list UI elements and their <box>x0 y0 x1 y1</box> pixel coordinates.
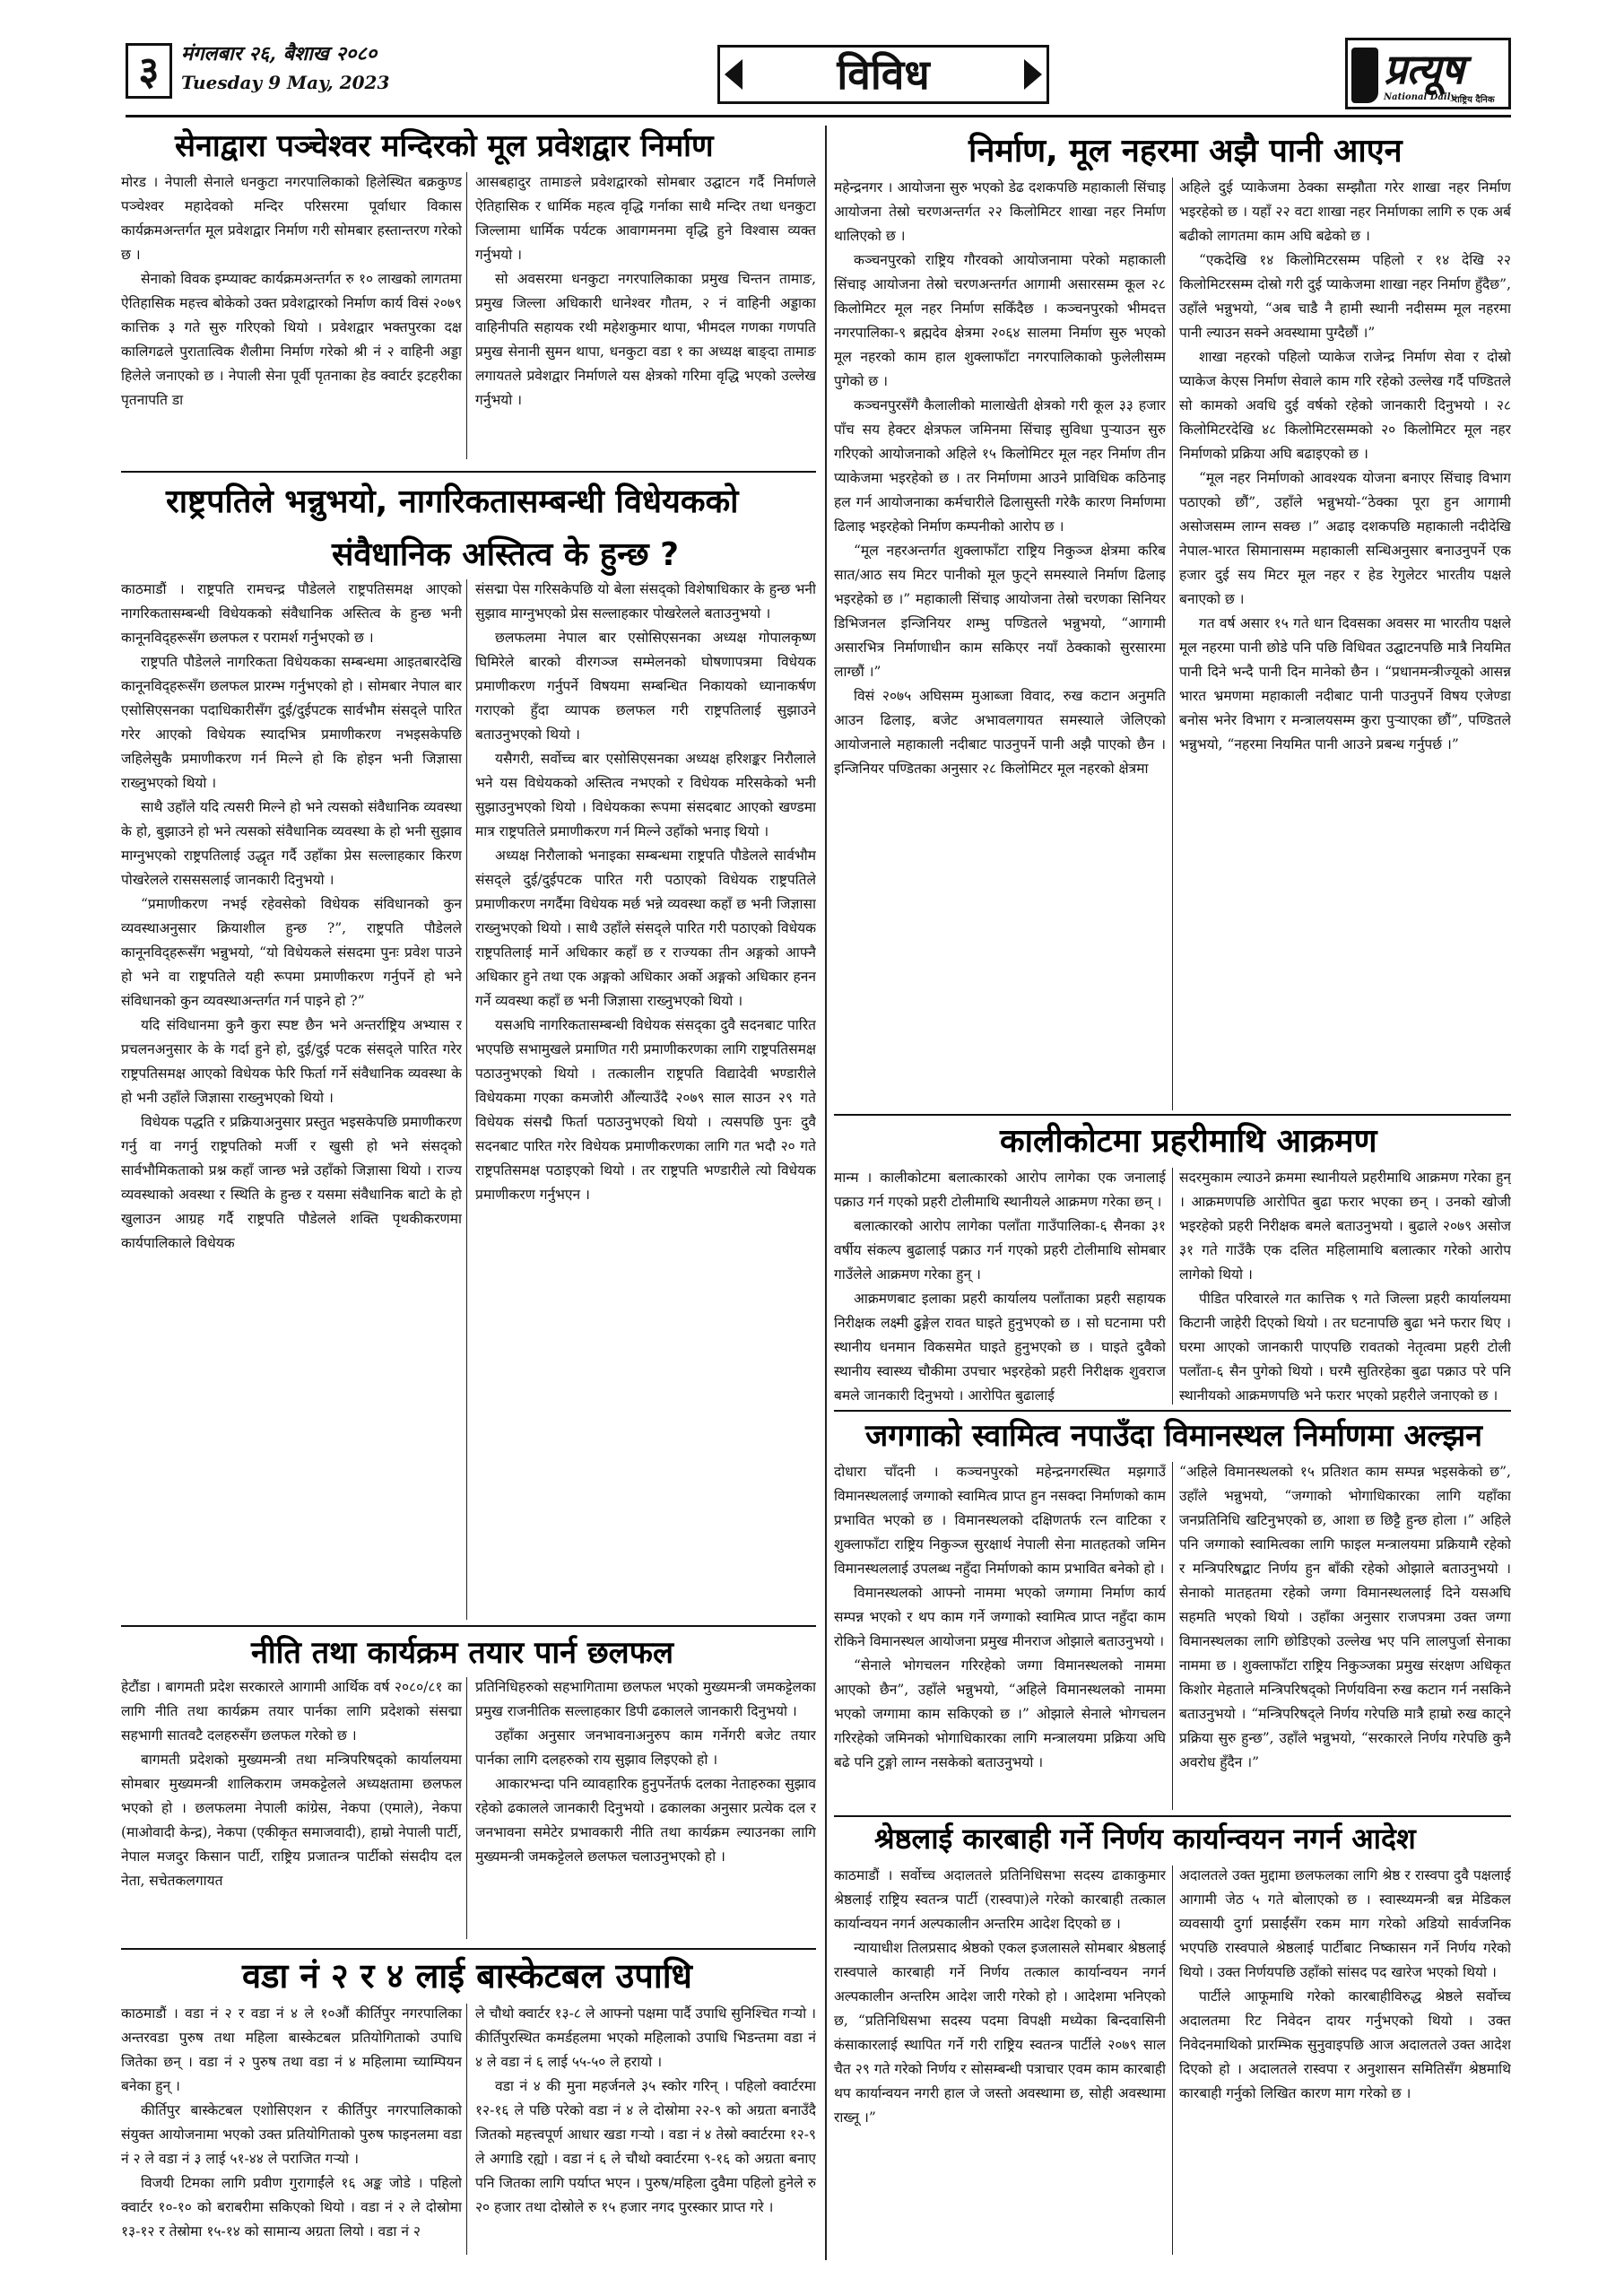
article-column <box>1179 1166 1511 1406</box>
column-divider <box>1172 1168 1173 1405</box>
article-paragraph: आक्रमणबाट इलाका प्रहरी कार्यालय पलाँताका प्रहरी सहायक निरीक्षक लक्ष्मी ढुङ्गेल रावत घाइते हुनुभएको छ । सो घटनामा परी स्थानीय धनमान विकसमेत घाइते हुनुभएको छ । घाइते दुवैको स्थानीय स्वास्थ्य चौकीमा उपचार भइरहेको प्रहरी निरीक्षक शुवराज बमले जानकारी दिनुभयो । आरोपित बुढालाई <box>834 1291 1166 1404</box>
logo-name: प्रत्यूष <box>1384 45 1463 93</box>
article-paragraph: “प्रमाणीकरण नभई रहेवसेको विधेयक संविधानको कुन व्यवस्थाअनुसार क्रियाशील हुन्छ ?”, राष्ट्रपति पौडेलले कानूनविद्हरूसँग भन्नुभयो, “यो विधेयकले संसदमा पुनः प्रवेश पाउने हो भने वा राष्ट्रपतिले यही रूपमा प्रमाणीकरण गर्नुपर्ने हो भने संविधानको कुन व्यवस्थाअन्तर्गत गर्न पाइने हो ?” <box>121 896 462 1009</box>
column-divider <box>1172 178 1173 1110</box>
article-column <box>121 2002 462 2257</box>
column-divider <box>1172 1462 1173 1810</box>
article-paragraph: मोरड । नेपाली सेनाले धनकुटा नगरपालिकाको हिलेस्थित बक्रकुण्ड पञ्चेश्वर महादेवको मन्दिर परिसरमा पूर्वाधार विकास कार्यक्रमअन्तर्गत मूल प्रवेशद्वार निर्माण गरी सोमबार हस्तान्तरण गरेको छ । <box>121 174 462 263</box>
column-divider <box>1172 1866 1173 2255</box>
article-paragraph: विधेयक पद्धति र प्रक्रियाअनुसार प्रस्तुत भइसकेपछि प्रमाणीकरण गर्नु वा नगर्नु राष्ट्रपतिको मर्जी र खुसी हो भने संसद्को सार्वभौमिकताको प्रश्न कहाँ जान्छ भन्ने उहाँको जिज्ञासा थियो । राज्य व्यवस्थाको अवस्था र स्थिति के हुन्छ र यसमा संवैधानिक बाटो के हो खुलाउन आग्रह गर्दै राष्ट्रपति पौडेलले शक्ति पृथकीकरणमा कार्यपालिकाले विधेयक <box>121 1114 462 1251</box>
article-headline: जगगाको स्वामित्व नपाउँदा विमानस्थल निर्माणमा अल्झन <box>865 1418 1483 1454</box>
article-paragraph: ले चौथो क्वार्टर १३-८ ले आफ्नो पक्षमा पार्दै उपाधि सुनिश्चित गऱ्यो । कीर्तिपुरस्थित कमर्डहलमा भएको महिलाको उपाधि भिडन्तमा वडा नं ४ ले वडा नं ६ लाई ५५-५० ले हरायो । <box>475 2005 816 2070</box>
article-paragraph: गत वर्ष असार १५ गते धान दिवसका अवसर मा भारतीय पक्षले मूल नहरमा पानी छोडे पनि पछि विधिवत उद्घाटनपछि मात्रै नियमित पानी दिने भन्दै पानी दिन मानेको छैन । “प्रधानमन्त्रीज्यूको आसन्न भारत भ्रमणमा महाकाली नदीबाट पानी पाउनुपर्ने विषय एजेण्डा बनोस भनेर विभाग र मन्त्रालयसम्म कुरा पुऱ्याएका छौं”, पण्डितले भन्नुभयो, “नहरमा नियमित पानी आउने प्रबन्ध गर्नुपर्छ ।” <box>1179 615 1511 752</box>
article-paragraph: प्रतिनिधिहरुको सहभागितामा छलफल भएको मुख्यमन्त्री जमकट्टेलका प्रमुख राजनीतिक सल्लाहकार डिपी ढकालले जानकारी दिनुभयो । <box>475 1679 816 1719</box>
article-headline: वडा नं २ र ४ लाई बास्केटबल उपाधि <box>242 1956 692 1996</box>
article-paragraph: आकारभन्दा पनि व्यावहारिक हुनुपर्नेतर्फ दलका नेताहरुका सुझाव रहेको ढकालले जानकारी दिनुभयो । ढकालका अनुसार प्रत्येक दल र जनभावना समेटेर प्रभावकारी नीति तथा कार्यक्रम ल्याउनका लागि मुख्यमन्त्री जमकट्टेलले छलफल चलाउनुभएको हो । <box>475 1776 816 1865</box>
page-column-divider <box>825 126 827 2260</box>
article-headline: नीति तथा कार्यक्रम तयार पार्न छलफल <box>251 1635 673 1671</box>
article-paragraph: यदि संविधानमा कुनै कुरा स्पष्ट छैन भने अन्तर्राष्ट्रिय अभ्यास र प्रचलनअनुसार के के गर्दा हुने हो, दुई/दुई पटक संसद्ले पारित गरेर राष्ट्रपतिसमक्ष आएको विधेयक फेरि फिर्ता गर्ने संवैधानिक व्यवस्था के हो भनी उहाँले जिज्ञासा राख्नुभएको थियो । <box>121 1017 462 1106</box>
article-paragraph: काठमाडौं । राष्ट्रपति रामचन्द्र पौडेलले राष्ट्रपतिसमक्ष आएको नागरिकतासम्बन्धी विधेयकको संवैधानिक अस्तित्व के हुन्छ भनी कानूनविद्हरूसँग छलफल र परामर्श गर्नुभएको छ । <box>121 581 462 646</box>
article-column <box>834 1864 1166 2257</box>
article-paragraph: आसबहादुर तामाङले प्रवेशद्वारको सोमबार उद्घाटन गर्दै निर्माणले ऐतिहासिक र धार्मिक महत्व वृद्धि गर्नाका साथै मन्दिर तथा धनकुटा जिल्लामा धार्मिक पर्यटक आवागमनमा वृद्धि हुने विश्वास व्यक्त गर्नुभयो । <box>475 174 816 263</box>
article-column <box>834 176 1166 1113</box>
article-paragraph: काठमाडौं । वडा नं २ र वडा नं ४ ले १०औं कीर्तिपुर नगरपालिका अन्तरवडा पुरुष तथा महिला बास्केटबल प्रतियोगिताको उपाधि जितेका छन् । वडा नं २ पुरुष तथा वडा नं ४ महिलामा च्याम्पियन बनेका हुन् । <box>121 2005 462 2094</box>
article-paragraph: अदालतले उक्त मुद्दामा छलफलका लागि श्रेष्ठ र रास्वपा दुवै पक्षलाई आगामी जेठ ५ गते बोलाएको छ । स्वास्थ्यमन्त्री बन्न मेडिकल व्यवसायी दुर्गा प्रसाईंसँग रकम माग गरेको अडियो सार्वजनिक भएपछि रास्वपाले श्रेष्ठलाई पार्टीबाट निष्कासन गर्ने निर्णय गरेको थियो । उक्त निर्णयपछि उहाँको सांसद पद खारेज भएको थियो । <box>1179 1867 1511 1980</box>
article-column <box>121 578 462 1622</box>
article-paragraph: छलफलमा नेपाल बार एसोसिएसनका अध्यक्ष गोपालकृष्ण घिमिरेले बारको वीरगञ्ज सम्मेलनको घोषणापत्रमा विधेयक प्रमाणीकरण गर्नुपर्ने विषयमा सम्बन्धित निकायको ध्यानाकर्षण गराएको हुँदा व्यापक छलफल गरी राष्ट्रपतिलाई सुझाउने बताउनुभएको थियो । <box>475 630 816 743</box>
article-column <box>834 1166 1166 1406</box>
article-column <box>1179 1460 1511 1812</box>
article-paragraph: विमानस्थलको आफ्नो नाममा भएको जग्गामा निर्माण कार्य सम्पन्न भएको र थप काम गर्ने जग्गाको स्वामित्व प्राप्त नहुँदा काम रोकिने विमानस्थल आयोजना प्रमुख मीनराज ओझाले बताउनुभयो । <box>834 1585 1166 1649</box>
article-column <box>1179 1864 1511 2257</box>
date-nepali: मंगलबार २६, बैशाख २०८० <box>181 42 378 65</box>
article-paragraph: न्यायाधीश तिलप्रसाद श्रेष्ठको एकल इजलासले सोमबार श्रेष्ठलाई रास्वपाले कारबाही गर्ने निर्णय तत्काल कार्यान्वयन नगर्न अल्पकालीन अन्तरिम आदेश जारी गरेको हो । आदेशमा भनिएको छ, “प्रतिनिधिसभा सदस्य पदमा विपक्षी मध्येका बिन्दवासिनी कंसाकारलाई स्थापित गर्ने गरी राष्ट्रिय स्वतन्त्र पार्टीले २०७९ साल चैत २९ गते गरेको निर्णय र सोसम्बन्धी पत्राचार एवम काम कारबाही थप कार्यान्वयन नगरी हाल जे जस्तो अवस्थामा छ, सोही अवस्थामा राख्नू ।” <box>834 1940 1166 2126</box>
article-paragraph: काठमाडौं । सर्वोच्च अदालतले प्रतिनिधिसभा सदस्य ढाकाकुमार श्रेष्ठलाई राष्ट्रिय स्वतन्त्र पार्टी (रास्वपा)ले गरेको कारबाही तत्काल कार्यान्वयन नगर्न अल्पकालीन अन्तरिम आदेश दिएको छ । <box>834 1867 1166 1932</box>
article-paragraph: “एकदेखि १४ किलोमिटरसम्म पहिलो र १४ देखि २२ किलोमिटरसम्म दोस्रो गरी दुई प्याकेजमा शाखा नहर निर्माण हुँदैछ”, उहाँले भन्नुभयो, “अब चाडै नै हामी स्थानी नदीसम्म मूल नहरमा पानी ल्याउन सक्ने अवस्थामा पुग्दैछौं ।” <box>1179 252 1511 341</box>
article-paragraph: सेनाको विवक इम्प्याक्ट कार्यक्रमअन्तर्गत रु १० लाखको लागतमा ऐतिहासिक महत्त्व बोकेको उक्त प्रवेशद्वारको निर्माण कार्य विसं २०७९ कात्तिक ३ गते सुरु गरिएको थियो । प्रवेशद्वार भक्तपुरका दक्ष कालिगढले पुरातात्विक शैलीमा निर्माण गरेको श्री नं २ वाहिनी अड्डा हिलेले जनाएको छ । नेपाली सेना पूर्वी पृतनाका हेड क्वार्टर इटहरीका पृतनापति डा <box>121 271 462 408</box>
page-number: ३ <box>126 43 172 99</box>
article-paragraph: बलात्कारको आरोप लागेका पलाँता गाउँपालिका-६ सैनका ३१ वर्षीय संकल्प बुढालाई पक्राउ गर्न गएको प्रहरी टोलीमाथि सोमबार गाउँलेले आक्रमण गरेका हुन् । <box>834 1218 1166 1283</box>
article-rule <box>121 471 816 473</box>
arrow-right-icon <box>1024 59 1042 90</box>
article-column <box>834 1460 1166 1812</box>
article-paragraph: अध्यक्ष निरौलाको भनाइका सम्बन्धमा राष्ट्रपति पौडेलले सार्वभौम संसद्ले दुई/दुईपटक पारित गरी पठाएको विधेयक राष्ट्रपतिले प्रमाणीकरण नगर्दैमा विधेयक मर्छ भन्ने व्यवस्था कहाँ छ भनी जिज्ञासा राख्नुभएको थियो । साथै उहाँले संसद्ले पारित गरी पठाएको विधेयक राष्ट्रपतिलाई मार्ने अधिकार कहाँ छ र राज्यका तीन अङ्गको आफ्नै अधिकार हुने तथा एक अङ्गको अधिकार अर्को अङ्गको अधिकार हनन गर्ने व्यवस्था कहाँ छ भनी जिज्ञासा राख्नुभएको थियो । <box>475 848 816 1009</box>
article-headline: श्रेष्ठलाई कारबाही गर्ने निर्णय कार्यान्वयन नगर्न आदेश <box>874 1822 1416 1856</box>
article-paragraph: हेटौंडा । बागमती प्रदेश सरकारले आगामी आर्थिक वर्ष २०८०/८१ का लागि नीति तथा कार्यक्रम तयार पार्नका लागि प्रदेशको संसद्मा सहभागी सातवटै दलहरुसँग छलफल गरेको छ । <box>121 1679 462 1744</box>
date-english: Tuesday 9 May, 2023 <box>181 72 390 93</box>
section-title: विविध <box>717 45 1049 104</box>
masthead-rule <box>126 115 1511 117</box>
article-paragraph: सदरमुकाम ल्याउने क्रममा स्थानीयले प्रहरीमाथि आक्रमण गरेका हुन् । आक्रमणपछि आरोपित बुढा फरार भएका छन् । उनको खोजी भइरहेको प्रहरी निरीक्षक बमले बताउनुभयो । बुढाले २०७९ असोज ३१ गते गाउँकै एक दलित महिलामाथि बलात्कार गरेको आरोप लागेको थियो । <box>1179 1170 1511 1283</box>
article-paragraph: पीडित परिवारले गत कात्तिक ९ गते जिल्ला प्रहरी कार्यालयमा किटानी जाहेरी दिएको थियो । तर घटनापछि बुढा भने फरार थिए । घरमा आएको जानकारी पाएपछि रावतको नेतृत्वमा प्रहरी टोली पलाँता-६ सैन पुगेको थियो । घरमै सुतिरहेका बुढा पक्राउ परे पनि स्थानीयको आक्रमणपछि भने फरार भएको प्रहरीले जनाएको छ । <box>1179 1291 1511 1404</box>
article-rule <box>121 1948 816 1950</box>
article-column <box>121 1675 462 1943</box>
article-headline: कालीकोटमा प्रहरीमाथि आक्रमण <box>1000 1123 1377 1160</box>
article-paragraph: दोधारा चाँदनी । कञ्चनपुरको महेन्द्रनगरस्थित मझगाउँ विमानस्थललाई जग्गाको स्वामित्व प्राप्त हुन नसक्दा निर्माणको काम प्रभावित भएको छ । विमानस्थलको दक्षिणतर्फ रत्न वाटिका र शुक्लाफाँटा राष्ट्रिय निकुञ्ज सुरक्षार्थ नेपाली सेना मातहतको जमिन विमानस्थललाई उपलब्ध नहुँदा निर्माणको काम प्रभावित बनेको हो । <box>834 1464 1166 1577</box>
article-paragraph: बागमती प्रदेशको मुख्यमन्त्री तथा मन्त्रिपरिषद्को कार्यालयमा सोमबार मुख्यमन्त्री शालिकराम जमकट्टेलले अध्यक्षतामा छलफल भएको हो । छलफलमा नेपाली कांग्रेस, नेकपा (एमाले), नेकपा (माओवादी केन्द्र), नेकपा (एकीकृत समाजवादी), हाम्रो नेपाली पार्टी, नेपाल मजदुर किसान पार्टी, राष्ट्रिय प्रजातन्त्र पार्टीको संसदीय दल नेता, सचेतकलगायत <box>121 1752 462 1889</box>
article-paragraph: शाखा नहरको पहिलो प्याकेज राजेन्द्र निर्माण सेवा र दोस्रो प्याकेज केएस निर्माण सेवाले काम गरि रहेको उल्लेख गर्दै पण्डितले सो कामको अवधि दुई वर्षको रहेको जानकारी दिनुभयो । २८ किलोमिटरदेखि ४८ किलोमिटरसम्मको २० किलोमिटर मूल नहर निर्माणको प्रक्रिया अघि बढाइएको छ । <box>1179 349 1511 462</box>
article-headline: निर्माण, मूल नहरमा अझै पानी आएन <box>968 133 1403 170</box>
article-paragraph: साथै उहाँले यदि त्यसरी मिल्ने हो भने त्यसको संवैधानिक व्यवस्था के हो, बुझाउने हो भने त्यसको संवैधानिक व्यवस्था के हो भनी सुझाव माग्नुभएको राष्ट्रपतिलाई उद्धृत गर्दै उहाँका प्रेस सल्लाहकार किरण पोखरेलले रासससलाई जानकारी दिनुभयो । <box>121 799 462 888</box>
column-divider <box>466 1677 467 1939</box>
article-paragraph: सो अवसरमा धनकुटा नगरपालिकाका प्रमुख चिन्तन तामाङ, प्रमुख जिल्ला अधिकारी धानेश्वर गौतम, २ नं वाहिनी अड्डाका वाहिनीपति सहायक रथी महेशकुमार थापा, भीमदल गणका गणपति प्रमुख सेनानी सुमन थापा, धनकुटा वडा १ का अध्यक्ष बाङ्दा तामाङ लगायतले प्रवेशद्वार निर्माणले यस क्षेत्रको गरिमा वृद्धि भएको उल्लेख गर्नुभयो । <box>475 271 816 408</box>
article-paragraph: कीर्तिपुर बास्केटबल एशोसिएशन र कीर्तिपुर नगरपालिकाको संयुक्त आयोजनामा भएको उक्त प्रतियोगिताको पुरुष फाइनलमा वडा नं २ ले वडा नं ३ लाई ५१-४४ ले पराजित गऱ्यो । <box>121 2102 462 2167</box>
article-paragraph: विसं २०७५ अघिसम्म मुआब्जा विवाद, रुख कटान अनुमति आउन ढिलाइ, बजेट अभावलगायत समस्याले जेलिएको आयोजनाले महाकाली नदीबाट पाउनुपर्ने पानी अझै पाएको छैन । इन्जिनियर पण्डितका अनुसार २८ किलोमिटर मूल नहरको क्षेत्रमा <box>834 688 1166 777</box>
article-column <box>475 170 816 466</box>
article-paragraph: “सेनाले भोगचलन गरिरहेको जग्गा विमानस्थलको नाममा आएको छैन”, उहाँले भन्नुभयो, “अहिले विमानस्थलको नाममा भएको जग्गामा काम सकिएको छ ।” ओझाले सेनाले भोगचलन गरिरहेको जमिनको भोगाधिकारका लागि मन्त्रालयमा प्रक्रिया अघि बढे पनि टुङ्गो लाग्न नसकेको बताउनुभयो । <box>834 1657 1166 1770</box>
article-paragraph: यसअघि नागरिकतासम्बन्धी विधेयक संसद्का दुवै सदनबाट पारित भएपछि सभामुखले प्रमाणित गरी प्रमाणीकरणका लागि राष्ट्रपतिसमक्ष पठाउनुभएको थियो । तत्कालीन राष्ट्रपति विद्यादेवी भण्डारीले विधेयकमा गएका कमजोरी औंल्याउँदै २०७९ साल साउन २९ गते विधेयक संसद्मै फिर्ता पठाउनुभएको थियो । त्यसपछि पुनः दुवै सदनबाट पारित गरेर विधेयक प्रमाणीकरणका लागि गत भदौ २० गते राष्ट्रपतिसमक्ष पठाइएको थियो । तर राष्ट्रपति भण्डारीले त्यो विधेयक प्रमाणीकरण गर्नुभएन । <box>475 1017 816 1203</box>
article-column <box>475 578 816 1622</box>
logo-subtitle-en: National Daily <box>1384 92 1456 102</box>
article-paragraph: वडा नं ४ की मुना महर्जनले ३५ स्कोर गरिन् । पहिलो क्वार्टरमा १२-१६ ले पछि परेको वडा नं ४ ले दोस्रोमा २२-९ को अग्रता बनाउँदै जितको महत्त्वपूर्ण आधार खडा गऱ्यो । वडा नं ४ तेस्रो क्वार्टरमा १२-९ ले अगाडि रह्यो । वडा नं ६ ले चौथो क्वार्टरमा ९-१६ को अग्रता बनाए पनि जितका लागि पर्याप्त भएन । पुरुष/महिला दुवैमा पहिलो हुनेले रु २० हजार तथा दोस्रोले रु १५ हजार नगद पुरस्कार प्राप्त गरे । <box>475 2078 816 2215</box>
article-paragraph: उहाँका अनुसार जनभावनाअनुरुप काम गर्नेगरी बजेट तयार पार्नका लागि दलहरुको राय सुझाव लिइएको हो । <box>475 1727 816 1768</box>
article-paragraph: महेन्द्रनगर । आयोजना सुरु भएको डेढ दशकपछि महाकाली सिंचाइ आयोजना तेस्रो चरणअन्तर्गत २२ किलोमिटर शाखा नहर निर्माण थालिएको छ । <box>834 179 1166 244</box>
article-paragraph: विजयी टिमका लागि प्रवीण गुरागाईंले १६ अङ्क जोडे । पहिलो क्वार्टर १०-१० को बराबरीमा सकिएको थियो । वडा नं २ ले दोस्रोमा १३-१२ र तेस्रोमा १५-१४ को सामान्य अग्रता लियो । वडा नं २ <box>121 2175 462 2239</box>
column-divider <box>466 2004 467 2255</box>
article-paragraph: मान्म । कालीकोटमा बलात्कारको आरोप लागेका एक जनालाई पक्राउ गर्न गएको प्रहरी टोलीमाथि स्थानीयले आक्रमण गरेका छन् । <box>834 1170 1166 1210</box>
article-headline-line2: संवैधानिक अस्तित्व के हुन्छ ? <box>332 536 679 573</box>
article-rule <box>834 1114 1511 1116</box>
article-paragraph: संसद्मा पेस गरिसकेपछि यो बेला संसद्को विशेषाधिकार के हुन्छ भनी सुझाव माग्नुभएको प्रेस सल्लाहकार पोखरेलले बताउनुभयो । <box>475 581 816 622</box>
article-rule <box>121 1625 816 1627</box>
article-column <box>1179 176 1511 1113</box>
logo-mark-icon <box>1351 48 1378 103</box>
article-rule <box>834 1410 1511 1412</box>
article-column <box>121 170 462 466</box>
logo-subtitle-np: राष्ट्रिय दैनिक <box>1454 95 1495 105</box>
article-paragraph: कञ्चनपुरको राष्ट्रिय गौरवको आयोजनामा परेको महाकाली सिंचाइ आयोजना तेस्रो चरणअन्तर्गत आगामी असारसम्म कूल २८ किलोमिटर मूल नहर निर्माण सकिँदैछ । कञ्चनपुरको भीमदत्त नगरपालिका-९ ब्रह्मदेव क्षेत्रमा २०६४ सालमा निर्माण सुरु भएको मूल नहरको काम हाल शुक्लाफाँटा नगरपालिकाको फुलेलीसम्म पुगेको छ । <box>834 252 1166 389</box>
article-paragraph: अहिले दुई प्याकेजमा ठेक्का सम्झौता गरेर शाखा नहर निर्माण भइरहेको छ । यहाँ २२ वटा शाखा नहर निर्माणका लागि रु एक अर्ब बढीको लागतमा काम अघि बढेको छ । <box>1179 179 1511 244</box>
column-divider <box>466 172 467 459</box>
article-column <box>475 2002 816 2257</box>
column-divider <box>466 579 467 1620</box>
article-paragraph: पार्टीले आफूमाथि गरेको कारबाहीविरुद्ध श्रेष्ठले सर्वोच्च अदालतमा रिट निवेदन दायर गर्नुभएको थियो । उक्त निवेदनमाथिको प्रारम्भिक सुनुवाइपछि आज अदालतले उक्त आदेश दिएको हो । अदालतले रास्वपा र अनुशासन समितिसँग श्रेष्ठमाथि कारबाही गर्नुको लिखित कारण माग गरेको छ । <box>1179 1988 1511 2101</box>
newspaper-logo <box>1345 38 1511 109</box>
article-headline: राष्ट्रपतिले भन्नुभयो, नागरिकतासम्बन्धी विधेयकको <box>166 483 739 520</box>
article-paragraph: यसैगरी, सर्वोच्च बार एसोसिएसनका अध्यक्ष हरिशङ्कर निरौलाले भने यस विधेयकको अस्तित्व नभएको र विधेयक मरिसकेको भनी सुझाउनुभएको थियो । विधेयकका रूपमा संसदबाट आएको खण्डमा मात्र राष्ट्रपतिले प्रमाणीकरण गर्न मिल्ने उहाँको भनाइ थियो । <box>475 751 816 839</box>
arrow-left-icon <box>725 59 743 90</box>
article-paragraph: कञ्चनपुरसँगै कैलालीको मालाखेती क्षेत्रको गरी कूल ३३ हजार पाँच सय हेक्टर क्षेत्रफल जमिनमा सिंचाइ सुविधा पुऱ्याउन सुरु गरिएको आयोजनाको अहिले १५ किलोमिटर मूल नहर निर्माण तीन प्याकेजमा भइरहेको छ । तर निर्माणमा आउने प्राविधिक कठिनाइ हल गर्न आयोजनाका कर्मचारीले ढिलासुस्ती गरेकै कारण निर्माणमा ढिलाइ भइरहेको निर्माण कम्पनीको आरोप छ । <box>834 397 1166 535</box>
article-column <box>475 1675 816 1943</box>
article-headline: सेनाद्वारा पञ्चेश्वर मन्दिरको मूल प्रवेशद्वार निर्माण <box>175 128 714 164</box>
article-rule <box>834 1815 1511 1817</box>
article-paragraph: “अहिले विमानस्थलको १५ प्रतिशत काम सम्पन्न भइसकेको छ”, उहाँले भन्नुभयो, “जग्गाको भोगाधिकारका लागि यहाँका जनप्रतिनिधि खटिनुभएको छ, आशा छ छिट्टै हुन्छ होला ।” अहिले पनि जग्गाको स्वामित्वका लागि फाइल मन्त्रालयमा प्रक्रियामै रहेको र मन्त्रिपरिषद्बाट निर्णय हुन बाँकी रहेको ओझाले बताउनुभयो । सेनाको मातहतमा रहेको जग्गा विमानस्थललाई दिने यसअघि सहमति भएको थियो । उहाँका अनुसार राजपत्रमा उक्त जग्गा विमानस्थलका लागि छोडिएको उल्लेख भए पनि लालपुर्जा सेनाका नाममा छ । शुक्लाफाँटा राष्ट्रिय निकुञ्जका प्रमुख संरक्षण अधिकृत किशोर मेहताले मन्त्रिपरिषद्को निर्णयविना रुख कटान गर्न नसकिने बताउनुभयो । “मन्त्रिपरिषद्ले निर्णय गरेपछि मात्रै हाम्रो रुख काट्ने प्रक्रिया सुरु हुन्छ”, उहाँले भन्नुभयो, “सरकारले निर्णय गरेपछि कुनै अवरोध हुँदैन ।” <box>1179 1464 1511 1770</box>
article-paragraph: “मूल नहरअन्तर्गत शुक्लाफाँटा राष्ट्रिय निकुञ्ज क्षेत्रमा करिब सात/आठ सय मिटर पानीको मूल फुट्ने समस्याले निर्माण ढिलाइ भइरहेको छ ।” महाकाली सिंचाइ आयोजना तेस्रो चरणका सिनियर डिभिजनल इन्जिनियर शम्भु पण्डितले भन्नुभयो, “आगामी असारभित्र निर्माणाधीन काम सकिएर नयाँ ठेक्काको सुरसारमा लाग्छौं ।” <box>834 543 1166 680</box>
article-paragraph: “मूल नहर निर्माणको आवश्यक योजना बनाएर सिंचाइ विभाग पठाएको छौं”, उहाँले भन्नुभयो-“ठेक्का पूरा हुन आगामी असोजसम्म लाग्न सक्छ ।” अढाइ दशकपछि महाकाली नदीदेखि नेपाल-भारत सिमानासम्म महाकाली सन्धिअनुसार बनाउनुपर्ने एक हजार दुई सय मिटर मूल नहर र हेड रेगुलेटर भारतीय पक्षले बनाएको छ । <box>1179 470 1511 607</box>
article-paragraph: राष्ट्रपति पौडेलले नागरिकता विधेयकका सम्बन्धमा आइतबारदेखि कानूनविद्हरूसँग छलफल प्रारम्भ गर्नुभएको हो । सोमबार नेपाल बार एसोसिएसनका पदाधिकारीसँग दुई/दुईपटक सार्वभौम संसद्ले पारित गरेर आएको विधेयक स्यादभित्र प्रमाणीकरण नभइसकेपछि जहिलेसुकै प्रमाणीकरण गर्न मिल्ने हो कि होइन भनी जिज्ञासा राख्नुभएको थियो । <box>121 654 462 791</box>
